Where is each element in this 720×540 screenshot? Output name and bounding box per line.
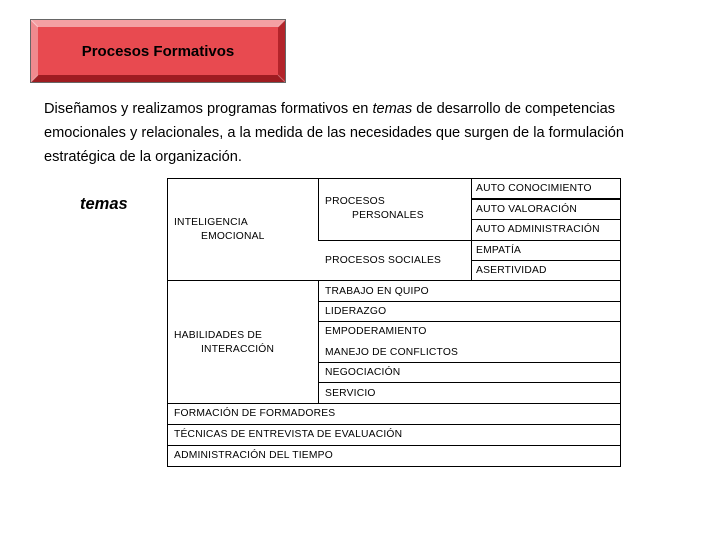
intro-line-3: estratégica de la organización. bbox=[44, 149, 242, 165]
inteligencia-line1: INTELIGENCIA bbox=[174, 217, 248, 228]
cell-liderazgo: LIDERAZGO bbox=[325, 306, 387, 317]
habilidades-line2: INTERACCIÓN bbox=[201, 344, 275, 355]
cell-tecnicas-de-entrevista: TÉCNICAS DE ENTREVISTA DE EVALUACIÓN bbox=[174, 429, 403, 440]
temas-label: temas bbox=[80, 195, 128, 213]
cell-habilidades bbox=[174, 329, 274, 357]
intro-before: Diseñamos y realizamos programas formativos en bbox=[44, 101, 373, 117]
intro-emph: temas bbox=[372, 101, 413, 117]
procesos-personales-line2: PERSONALES bbox=[352, 210, 424, 221]
cell-inteligencia bbox=[174, 216, 265, 244]
cell-procesos-personales bbox=[325, 195, 424, 223]
intro-after: de desarrollo de competencias bbox=[412, 101, 616, 117]
intro-line-2: emocionales y relacionales, a la medida de las necesidades que surgen de la formulación bbox=[44, 125, 625, 141]
cell-auto-valoracion: AUTO VALORACIÓN bbox=[476, 204, 578, 215]
cell-trabajo-en-equipo: TRABAJO EN QUIPO bbox=[325, 286, 429, 297]
divider-ie bbox=[318, 178, 319, 240]
cell-auto-conocimiento: AUTO CONOCIMIENTO bbox=[476, 183, 592, 194]
intro-paragraph bbox=[44, 97, 704, 169]
cell-procesos-sociales: PROCESOS SOCIALES bbox=[325, 255, 442, 266]
inteligencia-line2: EMOCIONAL bbox=[201, 231, 265, 242]
cell-servicio: SERVICIO bbox=[325, 388, 376, 399]
page-title: Procesos Formativos bbox=[81, 42, 235, 60]
cell-formacion-de-formadores: FORMACIÓN DE FORMADORES bbox=[174, 408, 336, 419]
cell-asertividad: ASERTIVIDAD bbox=[476, 265, 547, 276]
title-banner bbox=[30, 19, 286, 83]
habilidades-line1: HABILIDADES DE bbox=[174, 330, 263, 341]
cell-manejo-de-conflictos: MANEJO DE CONFLICTOS bbox=[325, 347, 459, 358]
cell-empatia: EMPATÍA bbox=[476, 245, 522, 256]
divider-pp bbox=[318, 240, 472, 241]
cell-administracion-del-tiempo: ADMINISTRACIÓN DEL TIEMPO bbox=[174, 450, 333, 461]
intro-line-1 bbox=[44, 97, 704, 121]
cell-auto-administracion: AUTO ADMINISTRACIÓN bbox=[476, 224, 600, 235]
cell-negociacion: NEGOCIACIÓN bbox=[325, 367, 401, 378]
cell-empoderamiento: EMPODERAMIENTO bbox=[325, 326, 427, 337]
procesos-personales-line1: PROCESOS bbox=[325, 196, 385, 207]
